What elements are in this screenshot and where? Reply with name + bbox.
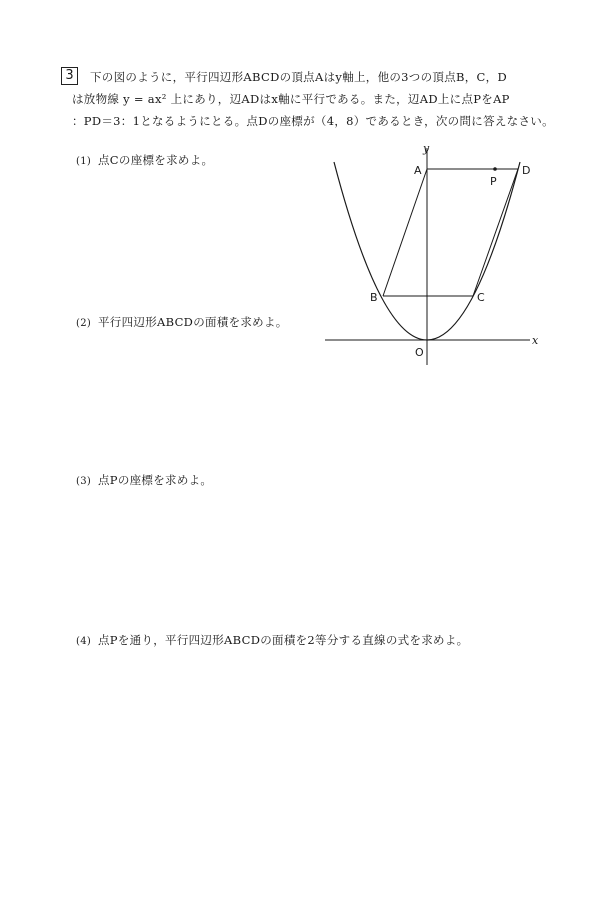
parabola-figure: [320, 140, 550, 380]
y-axis-label: y: [423, 142, 430, 155]
problem-statement-line-2: は放物線 y = ax² 上にあり，辺ADはx軸に平行である。また，辺AD上に点PをAP: [72, 92, 510, 106]
question-3-text: 点Pの座標を求めよ。: [98, 473, 213, 487]
problem-statement: [72, 66, 562, 132]
question-4: [76, 632, 468, 648]
question-1: [76, 152, 213, 168]
question-2-number: (2): [76, 318, 92, 329]
origin-label: O: [415, 346, 424, 359]
point-P-dot: [493, 167, 497, 171]
point-D-label: D: [522, 164, 531, 177]
parabola-diagram: [320, 140, 550, 380]
question-4-number: (4): [76, 636, 92, 647]
question-1-text: 点Cの座標を求めよ。: [98, 153, 214, 167]
question-1-number: (1): [76, 156, 92, 167]
point-A-label: A: [414, 164, 422, 177]
question-4-text: 点Pを通り，平行四辺形ABCDの面積を2等分する直線の式を求めよ。: [98, 633, 469, 647]
point-P-label: P: [490, 175, 497, 188]
x-axis-label: x: [532, 334, 539, 347]
point-B-label: B: [370, 291, 378, 304]
question-3: [76, 472, 212, 488]
question-2: [76, 314, 288, 330]
segment-AB: [383, 169, 427, 296]
problem-number-box: 3: [61, 67, 78, 85]
problem-statement-line-1: 下の図のように，平行四辺形ABCDの頂点Aはy軸上，他の3つの頂点B，C，D: [90, 70, 507, 84]
question-2-text: 平行四辺形ABCDの面積を求めよ。: [98, 315, 288, 329]
segment-DC: [473, 169, 518, 296]
question-3-number: (3): [76, 476, 92, 487]
point-C-label: C: [477, 291, 485, 304]
problem-statement-line-3: ：PD＝3：1となるようにとる。点Dの座標が（4，8）であるとき，次の問に答えなさい。: [72, 114, 554, 128]
